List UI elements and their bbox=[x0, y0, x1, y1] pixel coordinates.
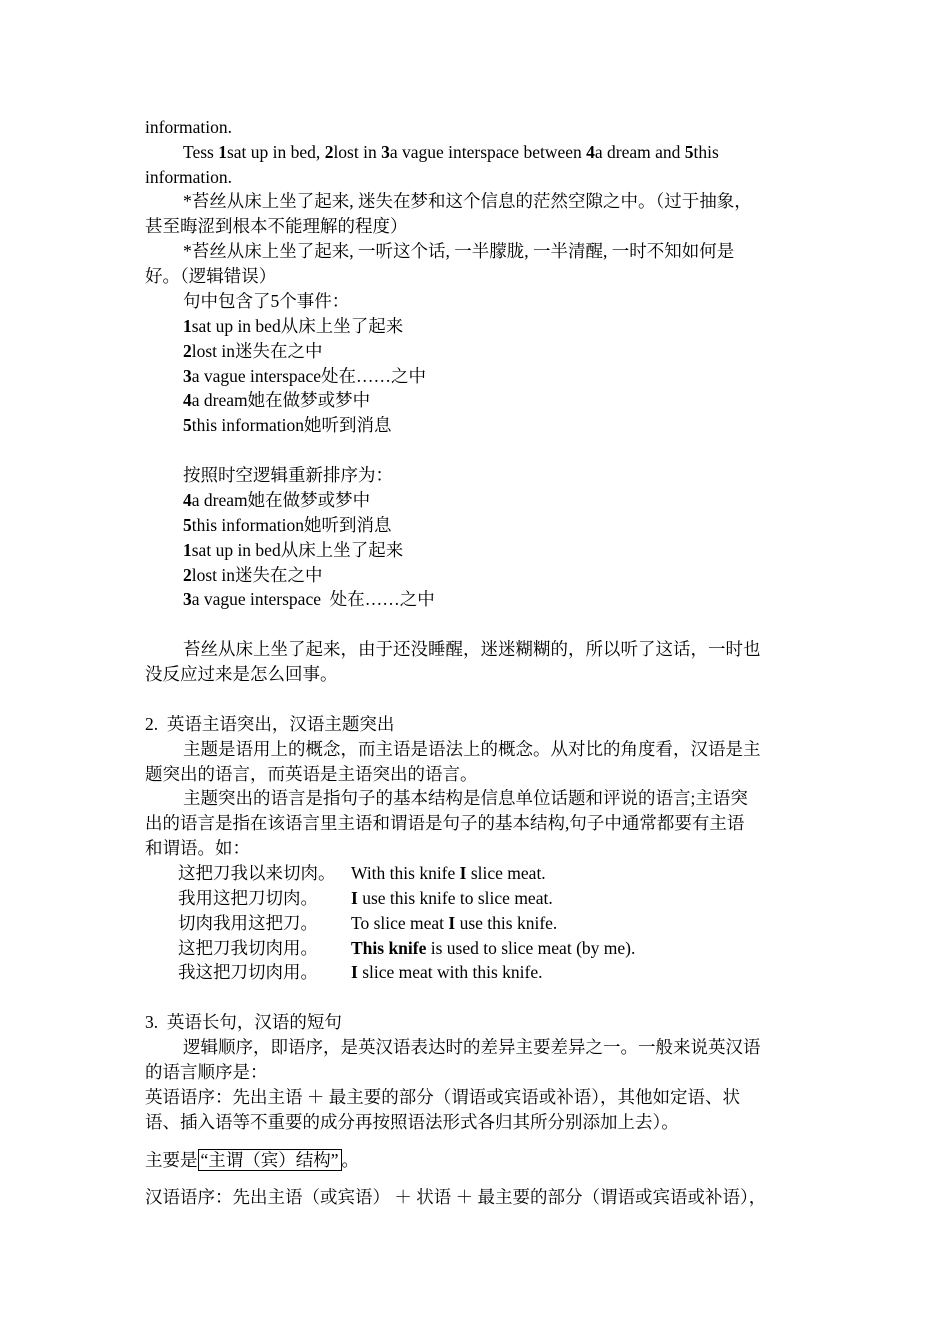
text-line: 主题突出的语言是指句子的基本结构是信息单位话题和评说的语言;主语突 bbox=[183, 788, 748, 808]
section-heading: 3. 英语长句，汉语的短句 bbox=[145, 1012, 342, 1032]
event-item: 1sat up in bed从床上坐了起来 bbox=[183, 316, 404, 336]
example-en: To slice meat I use this knife. bbox=[351, 913, 558, 933]
text-run: this bbox=[693, 142, 719, 162]
reorder-item: 4a dream她在做梦或梦中 bbox=[183, 490, 371, 510]
example-zh: 我这把刀切肉用。 bbox=[178, 962, 318, 982]
event-number: 2 bbox=[324, 142, 334, 162]
events-intro: 句中包含了5个事件： bbox=[183, 291, 350, 311]
reorder-item: 1sat up in bed从床上坐了起来 bbox=[183, 540, 404, 560]
text-line: 主题是语用上的概念，而主语是语法上的概念。从对比的角度看，汉语是主 bbox=[183, 739, 761, 759]
text-line: 好。（逻辑错误） bbox=[145, 266, 277, 286]
example-en: With this knife I slice meat. bbox=[351, 863, 546, 883]
text-line: 出的语言是指在该语言里主语和谓语是句子的基本结构,句子中通常都要有主语 bbox=[145, 813, 745, 833]
text-line: information. bbox=[145, 117, 232, 137]
tess-sentence bbox=[183, 140, 719, 164]
text-run: a dream and bbox=[594, 142, 685, 162]
example-en: I slice meat with this knife. bbox=[351, 962, 543, 982]
text-line: 甚至晦涩到根本不能理解的程度） bbox=[145, 216, 408, 236]
example-en: This knife is used to slice meat (by me). bbox=[351, 938, 636, 958]
text-run: a vague interspace between bbox=[389, 142, 587, 162]
event-number: 5 bbox=[684, 142, 694, 162]
event-number: 3 bbox=[381, 142, 390, 162]
reorder-item: 2lost in迷失在之中 bbox=[183, 565, 323, 585]
example-zh: 这把刀我切肉用。 bbox=[178, 938, 318, 958]
text-line: 没反应过来是怎么回事。 bbox=[145, 664, 338, 684]
text-line: 题突出的语言，而英语是主语突出的语言。 bbox=[145, 764, 478, 784]
text-line: *苔丝从床上坐了起来, 一听这个话, 一半朦胧, 一半清醒, 一时不知如何是 bbox=[183, 241, 735, 261]
example-zh: 我用这把刀切肉。 bbox=[178, 888, 318, 908]
reorder-item: 5this information她听到消息 bbox=[183, 515, 392, 535]
text-line: 汉语语序：先出主语（或宾语） ＋ 状语 ＋ 最主要的部分（谓语或宾语或补语）， bbox=[145, 1187, 767, 1207]
reorder-intro: 按照时空逻辑重新排序为： bbox=[183, 465, 393, 485]
event-item: 3a vague interspace处在……之中 bbox=[183, 366, 426, 386]
example-en: I use this knife to slice meat. bbox=[351, 888, 553, 908]
main-structure-line: 主要是 “主谓（宾）结构” 。 bbox=[145, 1150, 360, 1170]
text-run: lost in bbox=[333, 142, 382, 162]
event-item: 5this information她听到消息 bbox=[183, 415, 392, 435]
example-zh: 这把刀我以来切肉。 bbox=[178, 863, 336, 883]
event-item: 2lost in迷失在之中 bbox=[183, 341, 323, 361]
text-line: *苔丝从床上坐了起来, 迷失在梦和这个信息的茫然空隙之中。（过于抽象， bbox=[183, 191, 752, 211]
reorder-item: 3a vague interspace 处在……之中 bbox=[183, 589, 435, 609]
text-line: 和谓语。如： bbox=[145, 838, 250, 858]
text-line: 逻辑顺序，即语序，是英汉语表达时的差异主要差异之一。一般来说英汉语 bbox=[183, 1037, 761, 1057]
event-item: 4a dream她在做梦或梦中 bbox=[183, 390, 371, 410]
text-line: 语、插入语等不重要的成分再按照语法形式各归其所分别添加上去）。 bbox=[145, 1112, 679, 1132]
text-line: 苔丝从床上坐了起来，由于还没睡醒，迷迷糊糊的，所以听了这话，一时也 bbox=[183, 639, 761, 659]
text-line: information. bbox=[145, 167, 232, 187]
text-run: Tess bbox=[183, 142, 219, 162]
event-number: 1 bbox=[218, 142, 227, 162]
text-run: sat up in bed, bbox=[226, 142, 325, 162]
text-line: 的语言顺序是： bbox=[145, 1062, 268, 1082]
example-zh: 切肉我用这把刀。 bbox=[178, 913, 318, 933]
event-number: 4 bbox=[586, 142, 595, 162]
text-line: 英语语序：先出主语 ＋ 最主要的部分（谓语或宾语或补语），其他如定语、状 bbox=[145, 1087, 740, 1107]
boxed-term: “主谓（宾）结构” bbox=[198, 1149, 342, 1171]
section-heading: 2. 英语主语突出，汉语主题突出 bbox=[145, 714, 395, 734]
